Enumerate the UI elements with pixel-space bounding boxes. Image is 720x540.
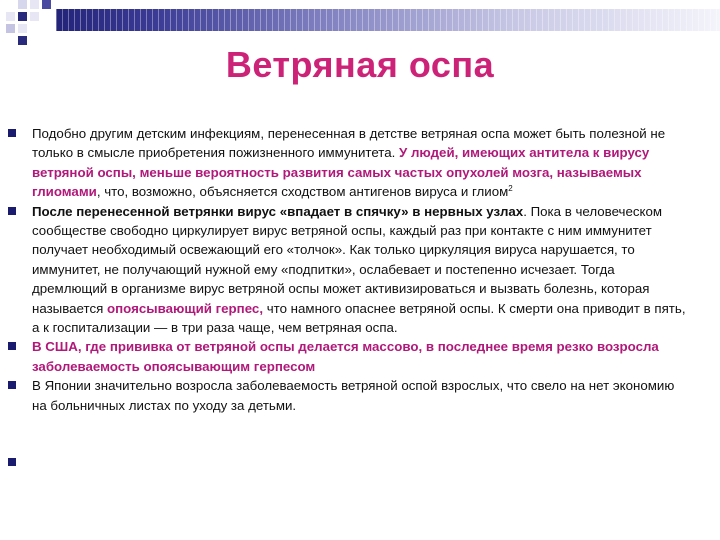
- corner-square: [30, 0, 39, 9]
- square-bullet-icon: [8, 458, 16, 466]
- bullet-item: [8, 124, 688, 202]
- item-text: Подобно другим детским инфекциям, перенесенная в детстве ветряная оспа может быть полезной не только в смысле приобретения пожизненного иммунитета.: [32, 126, 666, 161]
- bullet-item: [8, 376, 688, 415]
- item-bold-text: После перенесенной ветрянки вирус «впадает в спячку» в нервных узлах: [32, 203, 524, 219]
- slide-title: Ветряная оспа: [225, 44, 495, 85]
- item-text: В Японии значительно возросла заболеваемость ветряной оспой взрослых, что свело на нет экономию на больничных листах по уходу за детьми.: [32, 378, 675, 413]
- corner-square: [18, 12, 27, 21]
- slide-body: [8, 124, 688, 472]
- footnote-marker: 2: [508, 184, 513, 194]
- item-highlight: опоясывающий герпес,: [107, 300, 264, 316]
- item-highlight: У людей, имеющих антитела к вирусу ветряной оспы, меньше вероятность развития самых частых опухолей мозга, называемых глиомами: [32, 145, 650, 200]
- corner-square: [6, 12, 15, 21]
- corner-square: [6, 24, 15, 33]
- bullet-item: [8, 337, 688, 376]
- item-text: что намного опаснее ветряной оспы. К смерти она приводит в пять, а к госпитализации — в три раза чаще, чем ветряная оспа.: [32, 300, 686, 336]
- corner-square: [30, 12, 39, 21]
- square-bullet-icon: [8, 207, 16, 215]
- header-gradient-bar: [56, 9, 720, 31]
- square-bullet-icon: [8, 342, 16, 350]
- corner-squares-decoration: [0, 0, 50, 50]
- item-text: . Пока в человеческом сообществе свободно циркулирует вирус ветряной оспы, каждый раз при контакте с ним иммунитет получает необходимый освежающий его «толчок». Как только циркуляция вируса нарушается, то иммунитет, не получающий нужной ему «подпитки», ослабевает и постепенно исчезает. Тогда дремлющий в организме вирус ветряной оспы может активизироваться и вызвать болезнь, которая называется: [32, 203, 663, 316]
- bullet-item-empty: [8, 453, 688, 472]
- item-highlight: В США, где прививка от ветряной оспы делается массово, в последнее время резко возросла заболеваемость опоясывающим герпесом: [32, 339, 659, 374]
- corner-square: [18, 24, 27, 33]
- bullet-item: [8, 202, 688, 338]
- corner-square: [42, 0, 51, 9]
- item-text: , что, возможно, объясняется сходством антигенов вируса и глиом: [96, 184, 509, 200]
- square-bullet-icon: [8, 381, 16, 389]
- square-bullet-icon: [8, 129, 16, 137]
- corner-square: [18, 0, 27, 9]
